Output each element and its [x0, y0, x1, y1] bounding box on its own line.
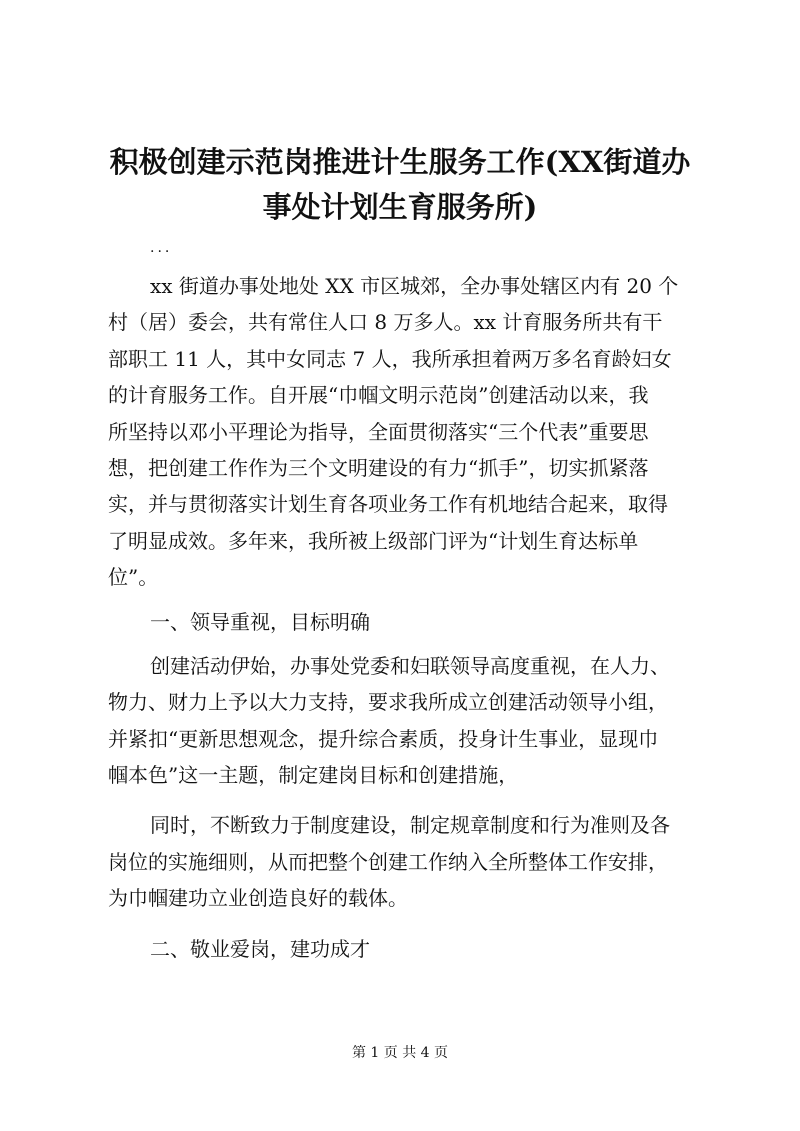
section-heading: 一、领导重视，目标明确 [150, 609, 370, 634]
paragraph-line: 实，并与贯彻落实计划生育各项业务工作有机地结合起来，取得 [108, 492, 668, 517]
paragraph-line: 同时，不断致力于制度建设，制定规章制度和行为准则及各 [150, 813, 670, 838]
paragraph-leadership [108, 648, 708, 794]
title-line: 事处计划生育服务所) [262, 190, 538, 224]
title-line: 积极创建示范岗推进计生服务工作(XX街道办 [109, 145, 691, 179]
paragraph-intro [108, 268, 708, 596]
ellipsis-mark: ... [150, 240, 173, 256]
paragraph-system [108, 807, 708, 916]
paragraph-line: 物力、财力上予以大力支持，要求我所成立创建活动领导小组， [108, 690, 668, 715]
paragraph-line: 为巾帼建功立业创造良好的载体。 [108, 886, 408, 911]
paragraph-line: 村（居）委会，共有常住人口 8 万多人。xx 计育服务所共有干 [108, 310, 663, 335]
paragraph-line: xx 街道办事处地处 XX 市区城郊，全办事处辖区内有 20 个 [150, 274, 679, 298]
page-number-footer: 第 1 页 共 4 页 [351, 1045, 449, 1061]
paragraph-line: 了明显成效。多年来，我所被上级部门评为“计划生育达标单 [108, 528, 639, 553]
document-body [108, 268, 708, 967]
paragraph-line: 创建活动伊始，办事处党委和妇联领导高度重视，在人力、 [150, 653, 670, 678]
paragraph-line: 帼本色”这一主题，制定建岗目标和创建措施， [108, 763, 519, 788]
paragraph-line: 岗位的实施细则，从而把整个创建工作纳入全所整体工作安排， [108, 849, 668, 874]
paragraph-line: 所坚持以邓小平理论为指导，全面贯彻落实“三个代表”重要思 [108, 419, 649, 444]
paragraph-line: 想，把创建工作作为三个文明建设的有力“抓手”，切实抓紧落 [108, 455, 649, 480]
paragraph-line: 部职工 11 人，其中女同志 7 人，我所承担着两万多名育龄妇女 [108, 346, 672, 371]
paragraph-line: 的计育服务工作。自开展“巾帼文明示范岗”创建活动以来，我 [108, 383, 649, 408]
document-title [90, 140, 710, 230]
paragraph-line: 并紧扣“更新思想观念，提升综合素质，投身计生事业，显现巾 [108, 726, 659, 751]
section-heading: 二、敬业爱岗，建功成才 [150, 936, 370, 961]
paragraph-line: 位”。 [108, 565, 159, 590]
